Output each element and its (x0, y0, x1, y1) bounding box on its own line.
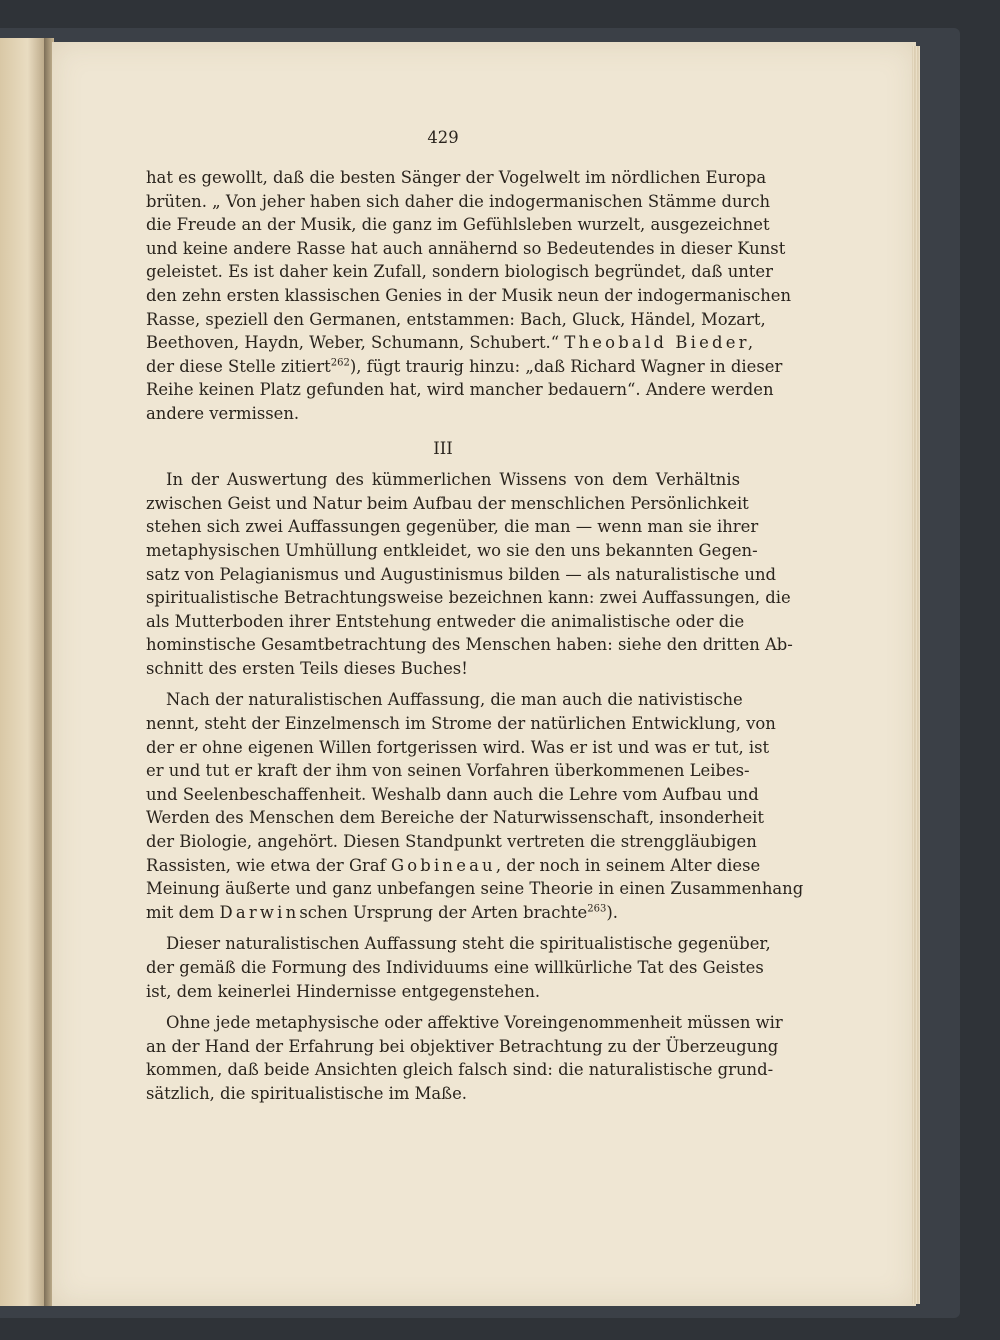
author-name-spaced: Darwin (219, 902, 300, 922)
text-line: kommen, daß beide Ansichten gleich falsch sind: die naturalistische grund- (146, 1060, 774, 1080)
author-name-spaced: Gobineau (390, 855, 496, 875)
page-edges (912, 46, 920, 1304)
paragraph-gap (146, 680, 740, 688)
section-heading: III (433, 438, 453, 458)
left-page-edge (0, 38, 46, 1306)
author-name-spaced: Theobald Bieder, (564, 333, 757, 353)
text-line: Rasse, speziell den Germanen, entstammen: Bach, Gluck, Händel, Mozart, (146, 309, 766, 329)
paragraph-gap (146, 924, 740, 932)
text-line: Nach der naturalistischen Auffassung, die man auch die nativistische (166, 690, 743, 710)
text-line: und keine andere Rasse hat auch annähernd so Bedeutendes in dieser Kunst (146, 238, 786, 258)
text-line: die Freude an der Musik, die ganz im Gefühlsleben wurzelt, ausgezeichnet (146, 215, 770, 235)
text-line: stehen sich zwei Auffassungen gegenüber, die man — wenn man sie ihrer (146, 517, 759, 537)
text-line: geleistet. Es ist daher kein Zufall, sondern biologisch begründet, daß unter (146, 262, 773, 282)
paragraph-4 (146, 932, 771, 1003)
text-line: Meinung äußerte und ganz unbefangen seine Theorie in einen Zusammenhang (146, 879, 804, 899)
text-line: metaphysischen Umhüllung entkleidet, wo sie den uns bekannten Gegen- (146, 540, 758, 560)
text-line (146, 901, 740, 925)
text-line: Werden des Menschen dem Bereiche der Naturwissenschaft, insonderheit (146, 808, 765, 828)
text-line: er und tut er kraft der ihm von seinen Vorfahren überkommenen Leibes- (146, 761, 750, 781)
text-line: In der Auswertung des kümmerlichen Wissens von dem Verhältnis (166, 470, 740, 490)
text-line: an der Hand der Erfahrung bei objektiver Betrachtung zu der Überzeugung (146, 1036, 779, 1056)
paragraph-1 (146, 166, 792, 426)
text-line: sätzlich, die spiritualistische im Maße. (146, 1083, 468, 1103)
text-segment: ), fügt traurig hinzu: „daß Richard Wagner in dieser (349, 356, 783, 376)
text-line: nennt, steht der Einzelmensch im Strome der natürlichen Entwicklung, von (146, 714, 776, 734)
page-number: 429 (427, 128, 459, 147)
text-line (146, 331, 757, 355)
text-line (146, 355, 783, 379)
text-line (146, 854, 761, 878)
body-text (146, 166, 804, 1106)
paragraph-3 (146, 688, 804, 924)
text-line: Reihe keinen Platz gefunden hat, wird mancher bedauern“. Andere werden (146, 380, 774, 400)
text-line: als Mutterboden ihrer Entstehung entweder die animalistische oder die (146, 611, 745, 631)
text-segment: , der noch in seinem Alter diese (495, 855, 761, 875)
footnote-ref: 263 (587, 903, 607, 915)
text-segment: schen Ursprung der Arten brachte (299, 902, 588, 922)
text-segment: der diese Stelle zitiert (146, 356, 331, 376)
text-line: andere vermissen. (146, 403, 300, 423)
text-line: spiritualistische Betrachtungsweise bezeichnen kann: zwei Auffassungen, die (146, 588, 791, 608)
text-line: ist, dem keinerlei Hindernisse entgegenstehen. (146, 981, 541, 1001)
text-line: Ohne jede metaphysische oder affektive Voreingenommenheit müssen wir (166, 1013, 783, 1033)
text-segment: mit dem (146, 902, 215, 922)
text-line: der gemäß die Formung des Individuums eine willkürliche Tat des Geistes (146, 958, 764, 977)
paragraph-gap (146, 1003, 740, 1011)
paragraph-5 (146, 1011, 783, 1105)
text-line: hat es gewollt, daß die besten Sänger der Vogelwelt im nördlichen Europa (146, 168, 767, 187)
text-line: der Biologie, angehört. Diesen Standpunkt vertreten die strenggläubigen (146, 832, 757, 852)
text-line: hominstische Gesamtbetrachtung des Menschen haben: siehe den dritten Ab- (146, 635, 793, 655)
text-segment: ). (606, 902, 618, 922)
paragraph-2 (146, 468, 793, 680)
text-line: Dieser naturalistischen Auffassung steht die spiritualistische gegenüber, (166, 934, 771, 954)
text-line: brüten. „ Von jeher haben sich daher die indogermanischen Stämme durch (146, 191, 771, 211)
text-segment: Beethoven, Haydn, Weber, Schumann, Schubert.“ (146, 333, 560, 353)
text-line: der er ohne eigenen Willen fortgerissen wird. Was er ist und was er tut, ist (146, 737, 770, 757)
text-line: und Seelenbeschaffenheit. Weshalb dann auch die Lehre vom Aufbau und (146, 784, 759, 804)
text-line: den zehn ersten klassischen Genies in der Musik neun der indogermanischen (146, 285, 792, 305)
text-line: zwischen Geist und Natur beim Aufbau der menschlichen Persönlichkeit (146, 493, 749, 513)
text-line: satz von Pelagianismus und Augustinismus bilden — als naturalistische und (146, 564, 777, 584)
text-line: schnitt des ersten Teils dieses Buches! (146, 658, 468, 678)
text-segment: Rassisten, wie etwa der Graf (146, 855, 386, 875)
footnote-ref: 262 (330, 357, 350, 369)
